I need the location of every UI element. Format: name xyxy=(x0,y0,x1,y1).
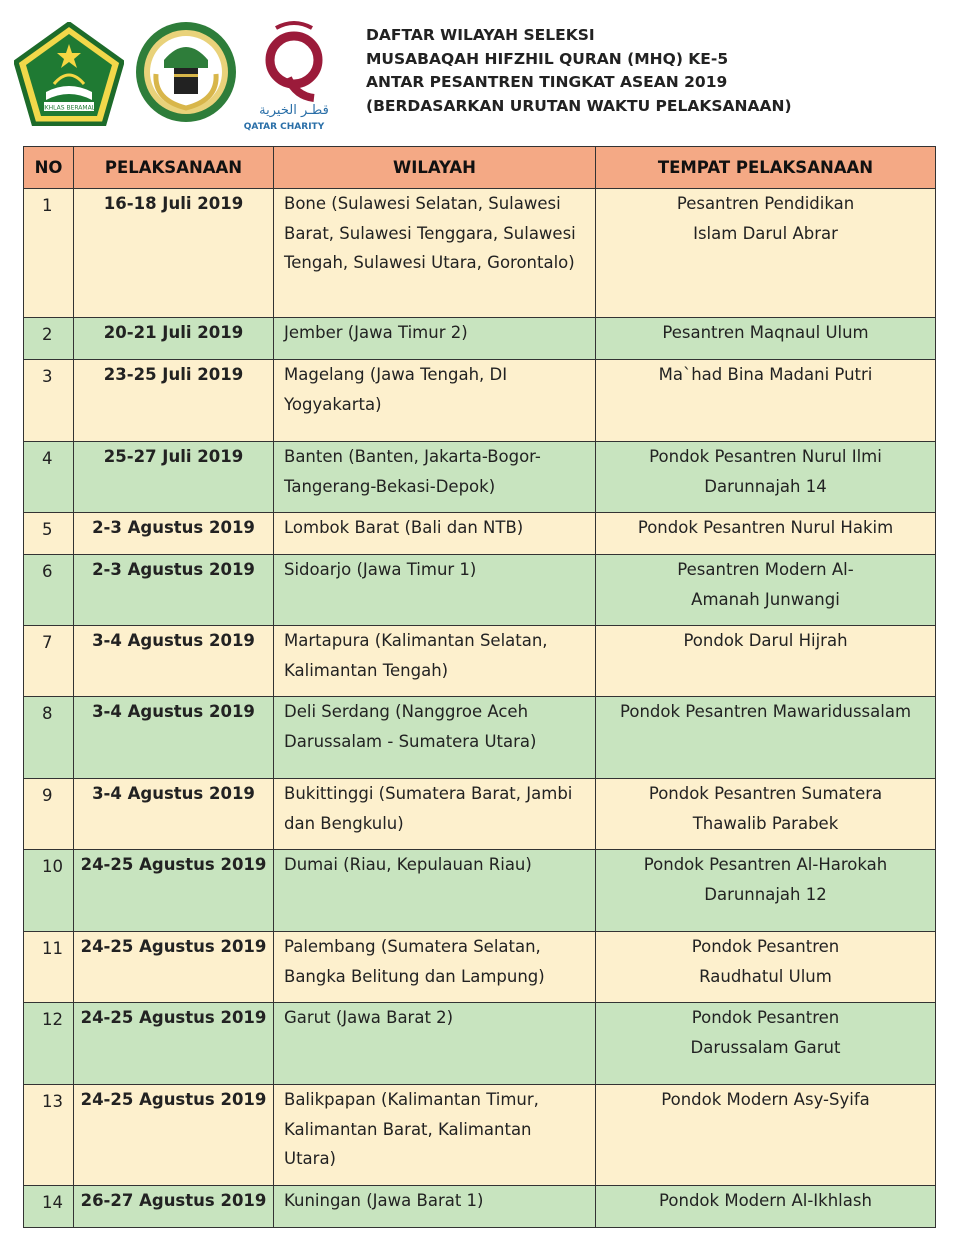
row-region: Martapura (Kalimantan Selatan, Kalimantan Tengah) xyxy=(274,626,596,697)
table-row xyxy=(24,1003,936,1085)
row-no: 9 xyxy=(24,779,74,850)
row-venue xyxy=(596,779,936,850)
table-row xyxy=(24,697,936,779)
kemenag-emblem-icon xyxy=(14,22,124,126)
row-no: 13 xyxy=(24,1085,74,1186)
table-row xyxy=(24,1085,936,1186)
column-header-date: PELAKSANAAN xyxy=(74,147,274,189)
pesantren-emblem-icon xyxy=(134,20,238,124)
row-date: 23-25 Juli 2019 xyxy=(74,360,274,442)
row-date: 3-4 Agustus 2019 xyxy=(74,626,274,697)
table-row xyxy=(24,318,936,360)
row-no: 2 xyxy=(24,318,74,360)
title-line: ANTAR PESANTREN TINGKAT ASEAN 2019 xyxy=(366,73,728,91)
row-date: 25-27 Juli 2019 xyxy=(74,442,274,513)
row-date: 24-25 Agustus 2019 xyxy=(74,1003,274,1085)
row-region: Magelang (Jawa Tengah, DI Yogyakarta) xyxy=(274,360,596,442)
row-region: Dumai (Riau, Kepulauan Riau) xyxy=(274,850,596,932)
row-no: 7 xyxy=(24,626,74,697)
venue-text: Pesantren Pendidikan Islam Darul Abrar xyxy=(676,194,855,243)
row-venue: Pondok Pesantren Mawaridussalam xyxy=(596,697,936,779)
title-line: MUSABAQAH HIFZHIL QURAN (MHQ) KE-5 xyxy=(366,49,729,68)
row-region: Jember (Jawa Timur 2) xyxy=(274,318,596,360)
column-header-no: NO xyxy=(24,147,74,189)
row-venue xyxy=(596,1003,936,1085)
row-date: 20-21 Juli 2019 xyxy=(74,318,274,360)
row-no: 8 xyxy=(24,697,74,779)
table-row xyxy=(24,513,936,555)
row-venue xyxy=(596,932,936,1003)
row-region: Bukittinggi (Sumatera Barat, Jambi dan Bengkulu) xyxy=(274,779,596,850)
row-venue xyxy=(596,189,936,318)
table-row xyxy=(24,779,936,850)
row-date: 24-25 Agustus 2019 xyxy=(74,1085,274,1186)
title-line: DAFTAR WILAYAH SELEKSI xyxy=(366,26,595,44)
row-region: Banten (Banten, Jakarta-Bogor-Tangerang-Bekasi-Depok) xyxy=(274,442,596,513)
row-region: Deli Serdang (Nanggroe Aceh Darussalam - Sumatera Utara) xyxy=(274,697,596,779)
venue-text: Pondok Pesantren Raudhatul Ulum xyxy=(691,937,840,986)
table-row xyxy=(24,360,936,442)
row-region: Lombok Barat (Bali dan NTB) xyxy=(274,513,596,555)
qatar-charity-latin: QATAR CHARITY xyxy=(244,122,325,132)
row-venue: Pondok Pesantren Nurul Hakim xyxy=(596,513,936,555)
region-text: Balikpapan (Kalimantan Timur, Kalimantan Barat, Kalimantan Utara) xyxy=(284,1090,539,1168)
row-no: 5 xyxy=(24,513,74,555)
venue-text: Pesantren Modern Al-Amanah Junwangi xyxy=(677,560,854,609)
column-header-region: WILAYAH xyxy=(274,147,596,189)
row-date: 3-4 Agustus 2019 xyxy=(74,697,274,779)
row-date: 16-18 Juli 2019 xyxy=(74,189,274,318)
qatar-charity-arabic: قطـر الخيرية xyxy=(259,103,329,118)
row-region: Kuningan (Jawa Barat 1) xyxy=(274,1186,596,1228)
row-date: 2-3 Agustus 2019 xyxy=(74,555,274,626)
row-venue: Pondok Modern Al-Ikhlash xyxy=(596,1186,936,1228)
column-header-venue: TEMPAT PELAKSANAAN xyxy=(596,147,936,189)
table-row xyxy=(24,189,936,318)
row-date: 3-4 Agustus 2019 xyxy=(74,779,274,850)
row-region: Sidoarjo (Jawa Timur 1) xyxy=(274,555,596,626)
table-row xyxy=(24,932,936,1003)
row-region: Bone (Sulawesi Selatan, Sulawesi Barat, Sulawesi Tenggara, Sulawesi Tengah, Sulawesi Utara, Gorontalo) xyxy=(274,189,596,318)
venue-text: Pondok Pesantren Nurul Ilmi Darunnajah 14 xyxy=(649,447,882,496)
row-venue: Pondok Darul Hijrah xyxy=(596,626,936,697)
venue-text: Pondok Pesantren Darussalam Garut xyxy=(690,1008,841,1057)
row-region: Garut (Jawa Barat 2) xyxy=(274,1003,596,1085)
table-row xyxy=(24,555,936,626)
title-line: (BERDASARKAN URUTAN WAKTU PELAKSANAAN) xyxy=(366,96,792,115)
row-date: 26-27 Agustus 2019 xyxy=(74,1186,274,1228)
row-venue: Ma`had Bina Madani Putri xyxy=(596,360,936,442)
row-region: Palembang (Sumatera Selatan, Bangka Belitung dan Lampung) xyxy=(274,932,596,1003)
document-title xyxy=(366,24,792,118)
row-no: 14 xyxy=(24,1186,74,1228)
table-header-row xyxy=(24,147,936,189)
row-no: 11 xyxy=(24,932,74,1003)
row-venue: Pesantren Maqnaul Ulum xyxy=(596,318,936,360)
row-venue: Pondok Modern Asy-Syifa xyxy=(596,1085,936,1186)
venue-text: Pondok Pesantren Sumatera Thawalib Parabek xyxy=(648,784,883,833)
row-no: 10 xyxy=(24,850,74,932)
row-venue xyxy=(596,442,936,513)
schedule-table xyxy=(23,146,936,1228)
table-row xyxy=(24,1186,936,1228)
row-venue xyxy=(596,555,936,626)
row-no: 4 xyxy=(24,442,74,513)
table-row xyxy=(24,626,936,697)
row-date: 2-3 Agustus 2019 xyxy=(74,513,274,555)
row-date: 24-25 Agustus 2019 xyxy=(74,932,274,1003)
kemenag-motto: IKHLAS BERAMAL xyxy=(42,104,96,112)
row-no: 1 xyxy=(24,189,74,318)
row-date: 24-25 Agustus 2019 xyxy=(74,850,274,932)
venue-text: Pondok Pesantren Al-Harokah Darunnajah 12 xyxy=(643,855,888,904)
row-venue xyxy=(596,850,936,932)
row-no: 6 xyxy=(24,555,74,626)
qatar-charity-icon xyxy=(244,18,344,136)
row-no: 12 xyxy=(24,1003,74,1085)
table-row xyxy=(24,442,936,513)
row-no: 3 xyxy=(24,360,74,442)
table-row xyxy=(24,850,936,932)
row-region xyxy=(274,1085,596,1186)
